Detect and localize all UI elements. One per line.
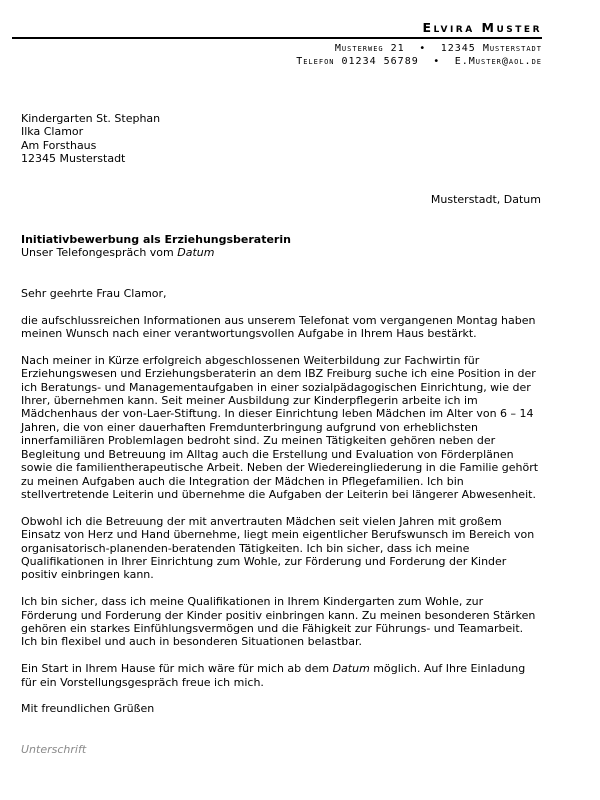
salutation: Sehr geehrte Frau Clamor,	[21, 286, 167, 300]
letter-body	[21, 112, 541, 756]
sender-street: Musterweg 21	[334, 43, 405, 54]
recipient-line: Ilka Clamor	[21, 125, 84, 139]
sender-email: E.Muster@aol.de	[454, 56, 542, 67]
closing: Mit freundlichen Grüßen	[21, 702, 155, 716]
recipient-line: Am Forsthaus	[21, 138, 97, 152]
letter-date: Musterstadt, Datum	[430, 192, 541, 206]
subject-block	[21, 233, 541, 260]
separator-dot: •	[433, 56, 441, 67]
recipient-address	[21, 112, 541, 166]
subject-reference-date: Datum	[177, 246, 215, 260]
separator-dot: •	[419, 43, 427, 54]
body-paragraph: die aufschlussreichen Informationen aus unserem Telefonat vom vergangenen Montag haben meinen Wunsch nach einer verantwortungsvollen Aufgabe in Ihrem Haus bestärkt.	[21, 313, 536, 341]
final-paragraph-start: Ein Start in Ihrem Hause für mich wäre für mich ab dem	[21, 662, 333, 676]
sender-city: 12345 Musterstadt	[440, 43, 542, 54]
sender-address-line	[12, 42, 542, 55]
subject-reference	[21, 246, 541, 259]
body-paragraph: Obwohl ich die Betreuung der mit anvertrauten Mädchen seit vielen Jahren mit großem Einsatz von Herz und Hand übernehme, liegt mein eigentlicher Berufswunsch im Bereich von organisatorisch-planenden-beratenden Tätigkeiten. Ich bin sicher, dass ich meine Qualifikationen in Ihrer Einrichtung zum Wohle, zur Förderung und Forderung der Kinder positiv einbringen kann.	[21, 514, 535, 582]
sender-phone: Telefon 01234 56789	[296, 56, 419, 67]
body-paragraph: Ich bin sicher, dass ich meine Qualifikationen in Ihrem Kindergarten zum Wohle, zur Förderung und Forderung der Kinder positiv einbringen kann. Zu meinen besonderen Stärken gehören ein starkes Einfühlungsvermögen und die Fähigkeit zur Führungs- und Teamarbeit. Ich bin flexibel und auch in besonderen Situationen belastbar.	[21, 595, 536, 649]
subject-title: Initiativbewerbung als Erziehungsberaterin	[21, 233, 291, 247]
subject-reference-text: Unser Telefongespräch vom	[21, 246, 178, 260]
sender-contact-line	[12, 55, 542, 68]
final-paragraph-date: Datum	[332, 662, 370, 676]
signature-placeholder: Unterschrift	[21, 742, 87, 756]
body-paragraph: Nach meiner in Kürze erfolgreich abgeschlossenen Weiterbildung zur Fachwirtin für Erziehungswesen und Erziehungsberaterin an dem IBZ Freiburg suche ich eine Position in der ich Beratungs- und Managementaufgaben in einer sozialpädagogischen Einrichtung, wie der Ihrer, übernehmen kann. Seit meiner Ausbildung zur Kinderpflegerin arbeite ich im Mädchenhaus der von-Laer-Stiftung. In dieser Einrichtung leben Mädchen im Alter von 6 – 14 Jahren, die von einer dauerhaften Fremdunterbringung aufgrund von erheblichsten innerfamiliären Problemlagen bedroht sind. Zu meinen Tätigkeiten gehören neben der Begleitung und Betreuung im Alltag auch die Erstellung und Evaluation von Förderplänen sowie die familientherapeutische Arbeit. Neben der Wiedereingliederung in die Familie gehört zu meinen Aufgaben auch die Integration der Mädchen in Pflegefamilien. Ich bin stellvertretende Leiterin und übernehme die Aufgaben der Leiterin bei längerer Abwesenheit.	[21, 353, 539, 501]
final-paragraph-end: möglich. Auf Ihre Einladung für ein Vorstellungsgespräch freue ich mich.	[21, 662, 526, 689]
sender-name: Elvira Muster	[422, 20, 542, 35]
recipient-line: Kindergarten St. Stephan	[21, 112, 161, 125]
final-paragraph	[21, 662, 541, 689]
header-rule	[12, 37, 542, 39]
letterhead	[12, 20, 542, 68]
recipient-line: 12345 Musterstadt	[21, 152, 126, 166]
